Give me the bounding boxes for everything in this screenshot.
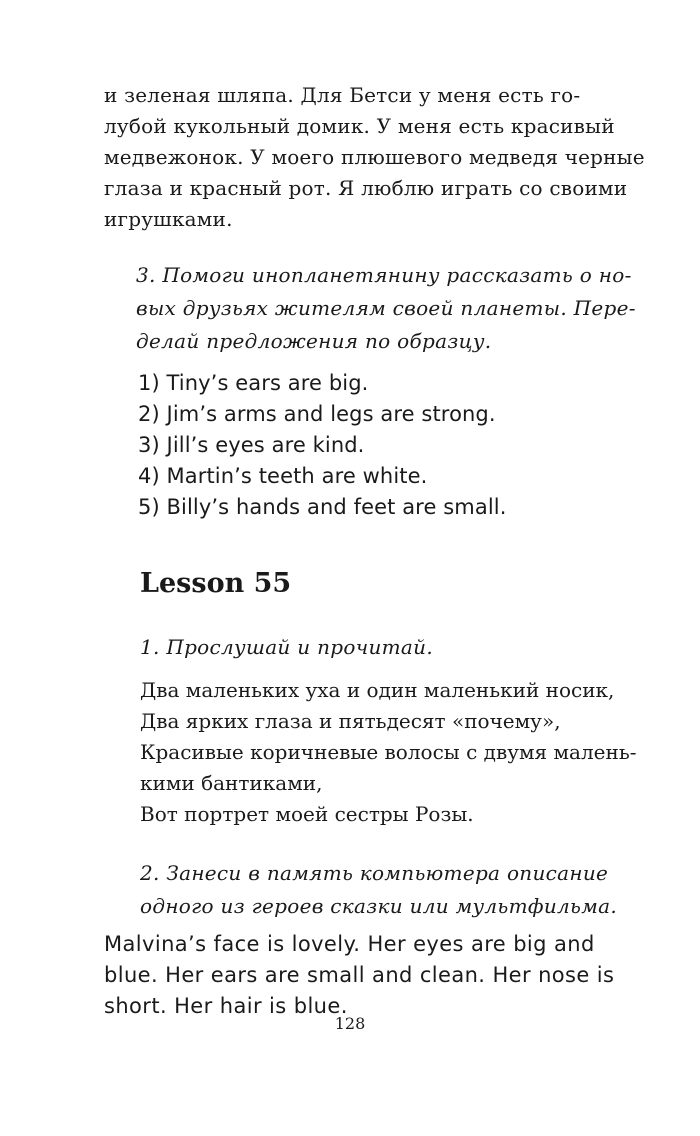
poem-line: Два ярких глаза и пятьдесят «почему», [140, 709, 561, 733]
list-item: 1) Tiny’s ears are big. [138, 371, 369, 395]
paragraph-line: игрушками. [104, 207, 233, 231]
lesson-heading: Lesson 55 [140, 568, 292, 599]
poem-line: Вот портрет моей сестры Розы. [140, 802, 474, 826]
paragraph-line: лубой кукольный домик. У меня есть красивый [104, 114, 615, 138]
paragraph-line: медвежонок. У моего плюшевого медведя черные [104, 145, 645, 169]
task-line: вых друзьях жителям своей планеты. Пере- [136, 296, 636, 320]
sentence-list [104, 368, 670, 523]
description-line: blue. Her ears are small and clean. Her nose is [104, 963, 615, 987]
task-line: 1. Прослушай и прочитай. [140, 635, 433, 659]
poem-line: Красивые коричневые волосы с двумя малень- [140, 740, 637, 764]
task-line: 3. Помоги инопланетянину рассказать о но- [136, 263, 632, 287]
task-line: 2. Занеси в память компьютера описание [140, 861, 609, 885]
description-line: Malvina’s face is lovely. Her eyes are big and [104, 932, 595, 956]
poem-line: кими бантиками, [140, 771, 323, 795]
description-line: short. Her hair is blue. [104, 994, 348, 1018]
paragraph-line: глаза и красный рот. Я люблю играть со своими [104, 176, 628, 200]
character-description [104, 929, 670, 1022]
paragraph-line: и зеленая шляпа. Для Бетси у меня есть го- [104, 83, 581, 107]
task-line: одного из героев сказки или мультфильма. [140, 894, 618, 918]
task-line: делай предложения по образцу. [136, 329, 492, 353]
task-1-instruction [140, 631, 670, 664]
list-item: 4) Martin’s teeth are white. [138, 464, 428, 488]
page-number: 128 [334, 1014, 366, 1033]
list-item: 3) Jill’s eyes are kind. [138, 433, 365, 457]
intro-paragraph [104, 80, 670, 235]
poem-line: Два маленьких уха и один маленький носик, [140, 678, 615, 702]
list-item: 5) Billy’s hands and feet are small. [138, 495, 507, 519]
task-3-instruction [136, 259, 670, 358]
poem [140, 675, 680, 830]
task-2-instruction [140, 857, 680, 923]
list-item: 2) Jim’s arms and legs are strong. [138, 402, 496, 426]
